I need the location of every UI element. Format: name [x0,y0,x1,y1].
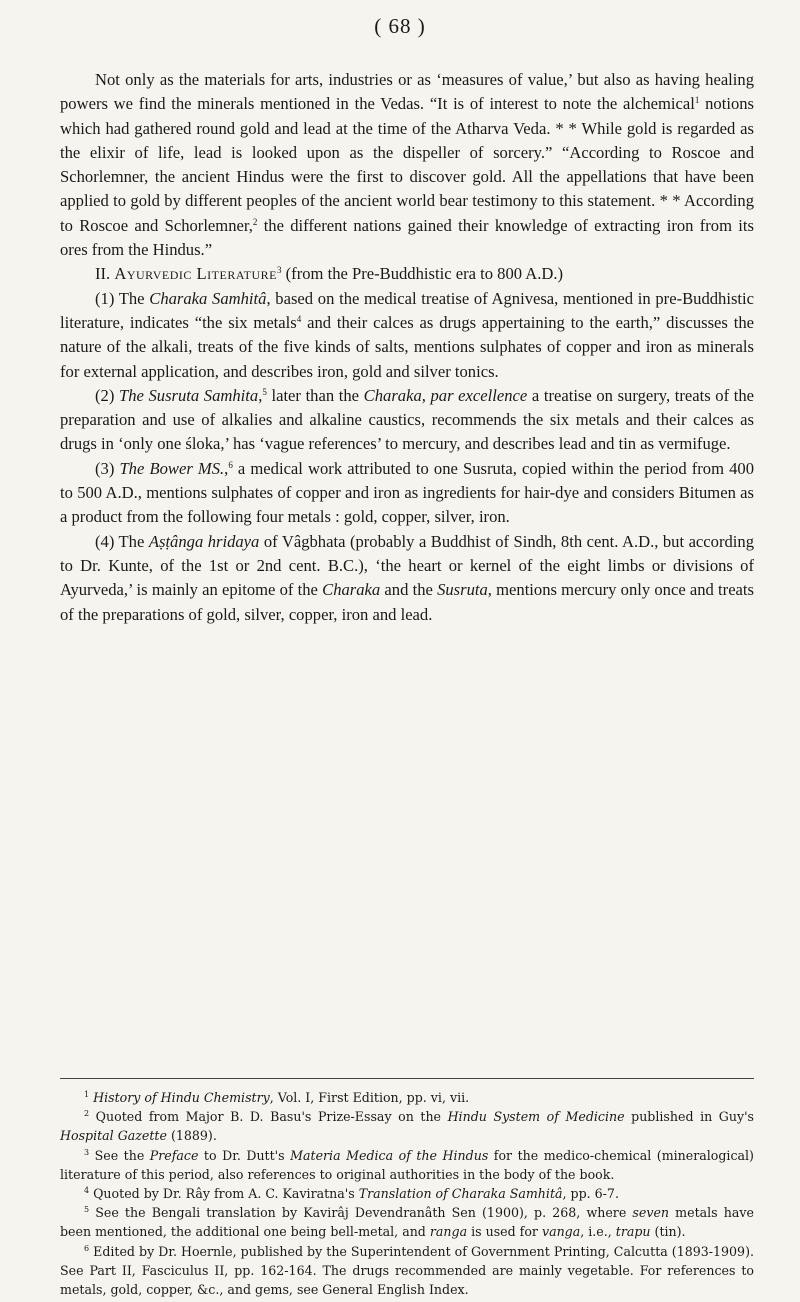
footnote-5: $^5$ See the Bengali translation by Kavirâj Devendranâth Sen (1900), p. 268, where seven metals have been mentioned, the additional one being bell-metal, and ranga is used for vanga, i.e., trapu (tin). [60,1205,754,1240]
footnote-3: $^3$ See the Preface to Dr. Dutt's Materia Medica of the Hindus for the medico-chemical (mineralogical) literature of this period, also references to original authorities in the body of the book. [60,1147,754,1182]
footnote-1: $^1$ History of Hindu Chemistry, Vol. I, First Edition, pp. vi, vii. [84,1090,470,1105]
list-item-charaka: (1) The Charaka Samhitâ, based on the medical treatise of Agnivesa, mentioned in pre-Buddhistic literature, indicates “the six metals$^4$ and their calces as drugs appertaining to the earth,” discusses the nature of the alkali, treats of the five kinds of salts, mentions sulphates of copper and iron as minerals for external application, and describes iron, gold and silver tonics. [60,288,755,381]
list-item-susruta: (2) The Susruta Samhita,$^5$ later than the Charaka, par excellence a treatise on surgery, treats of the preparation and use of alkalies and alkaline caustics, recommends the six metals and their calces as drugs in ‘only one śloka,’ has ‘vague references’ to mercury, and describes lead and tin as vermifuge. [60,385,754,454]
footnote-ref: 2 [252,216,258,227]
work-title: Aṣṭânga hridaya [148,531,260,551]
page-number: ( 68 ) [374,14,426,38]
footnote-ref: 6 [228,459,233,470]
section-title: Ayurvedic Literature [114,264,277,284]
footnote-2: $^2$ Quoted from Major B. D. Basu's Prize-Essay on the Hindu System of Medicine published in Guy's Hospital Gazette (1889). [60,1109,754,1144]
work-title: The Susruta Samhita [118,385,259,405]
footnote-4: $^4$ Quoted by Dr. Rây from A. C. Kaviratna's Translation of Charaka Samhitâ, pp. 6-7. [84,1186,619,1202]
section-heading: II. Ayurvedic Literature$^3$ (from the Pre-Buddhistic era to 800 A.D.) [95,264,564,284]
footnote-ref: 3 [277,265,282,276]
footnote-ref: 1 [694,95,700,106]
work-title: The Bower MS. [119,458,225,478]
intro-paragraph: Not only as the materials for arts, industries or as ‘measures of value,’ but also as having healing powers we find the minerals mentioned in the Vedas. “It is of interest to note the alchemical$^1$ notions which had gathered round gold and lead at the time of the Atharva Veda. * * While gold is regarded as the elixir of life, lead is looked upon as the dispeller of sorcery.” “According to Roscoe and Schorlemner, the ancient Hindus were the first to discover gold. All the appellations that have been applied to gold by different peoples of the ancient world bear testimony to this statement. * * According to Roscoe and Schorlemner,$^2$ the different nations gained their knowledge of extracting iron from its ores from the Hindus.” [60,70,755,260]
list-item-astanga: (4) The Aṣṭânga hridaya of Vâgbhata (probably a Buddhist of Sindh, 8th cent. A.D., but according to Dr. Kunte, of the 1st or 2nd cent. B.C.), ‘the heart or kernel of the eight limbs or divisions of Ayurveda,’ is mainly an epitome of the Charaka and the Susruta, mentions mercury only once and treats of the preparations of gold, silver, copper, iron and lead. [60,531,754,624]
footnote-divider [60,1078,754,1079]
footnote-6: $^6$ Edited by Dr. Hoernle, published by the Superintendent of Government Printing, Calcutta (1893-1909). See Part II, Fasciculus II, pp. 162-164. The drugs recommended are mainly vegetable. For references to metals, gold, copper, &c., and gems, see General English Index. [60,1243,754,1298]
footnote-ref: 5 [262,386,267,397]
footnotes [60,1088,754,1299]
main-text [60,68,754,627]
list-item-bower: (3) The Bower MS.,$^6$ a medical work attributed to one Susruta, copied within the period from 400 to 500 A.D., mentions sulphates of copper and iron as ingredients for hair-dye and considers Bitumen as a product from the following four metals : gold, copper, silver, iron. [60,458,754,527]
footnote-ref: 4 [296,313,302,324]
work-title: Charaka Samhitâ [149,288,267,308]
